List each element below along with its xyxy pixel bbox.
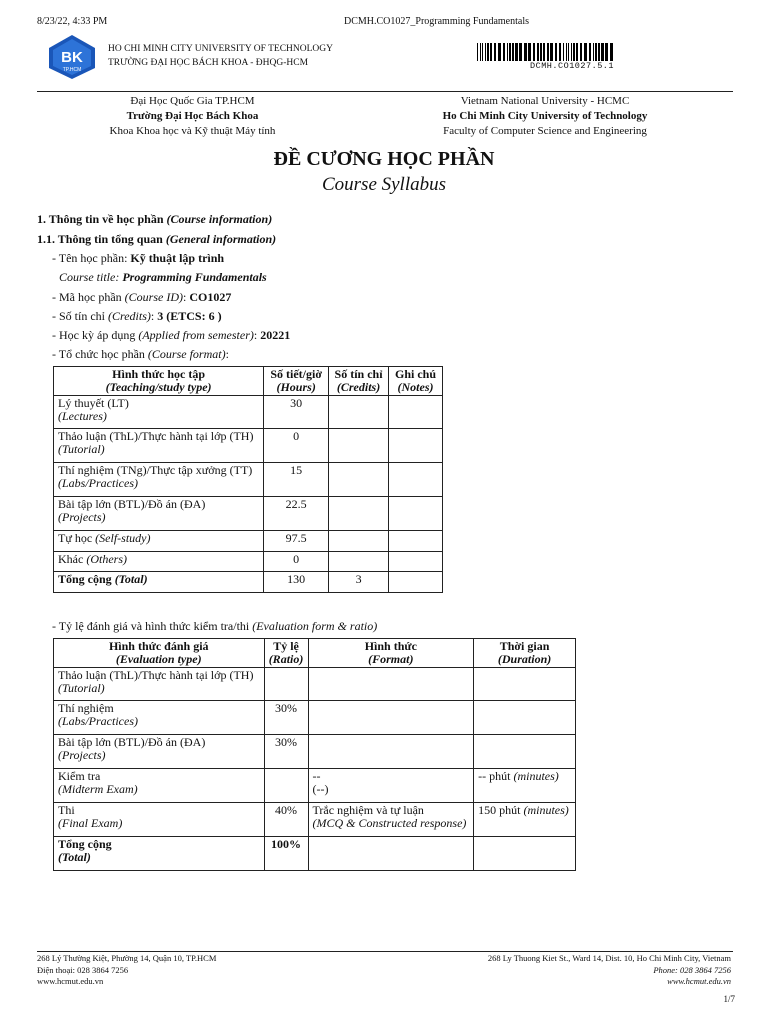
print-timestamp: 8/23/22, 4:33 PM <box>37 16 108 27</box>
org-vi-line2: Trường Đại Học Bách Khoa <box>126 110 259 122</box>
course-name-line: - Tên học phần: Kỹ thuật lập trình <box>52 251 225 265</box>
footer-en <box>488 953 731 988</box>
footer-rule <box>37 951 733 952</box>
header-rule <box>37 91 733 92</box>
barcode-bar <box>482 43 483 61</box>
table-row: Thí nghiệm (Labs/Practices) 30% <box>54 701 576 735</box>
footer-website-en[interactable]: www.hcmut.edu.vn <box>667 976 731 986</box>
table-row: Tự học (Self-study) 97.5 <box>54 531 443 552</box>
evaluation-table <box>53 638 576 871</box>
org-en-line1: Vietnam National University - HCMC <box>460 95 630 107</box>
footer-vi <box>37 953 216 988</box>
semester-line: - Học kỳ áp dụng (Applied from semester): 20221 <box>52 328 291 342</box>
header-format: Hình thức (Format) <box>308 639 474 668</box>
page-number: 1/7 <box>723 994 735 1004</box>
table-row: Thảo luận (ThL)/Thực hành tại lớp (TH) (Tutorial) 0 <box>54 429 443 463</box>
barcode-bar <box>584 43 587 61</box>
barcode-bar <box>605 43 608 61</box>
title-vi: ĐỀ CƯƠNG HỌC PHẦN <box>273 148 495 170</box>
logo-subtext: TP.HCM <box>62 67 82 73</box>
footer-address-en: 268 Ly Thuong Kiet St., Ward 14, Dist. 10, Ho Chi Minh City, Vietnam <box>487 953 731 963</box>
course-title-line: Course title: Programming Fundamentals <box>59 270 267 284</box>
logo-text: BK <box>61 49 83 66</box>
barcode-bar <box>503 43 505 61</box>
university-logo <box>47 34 97 80</box>
barcode-bar <box>507 43 508 61</box>
header-study-type: Hình thức học tập (Teaching/study type) <box>54 367 264 396</box>
barcode-bar <box>543 43 545 61</box>
university-name-vi: TRƯỜNG ĐẠI HỌC BÁCH KHOA - ĐHQG-HCM <box>108 58 309 68</box>
credits-line: - Số tín chỉ (Credits): 3 (ETCS: 6 ) <box>52 309 222 323</box>
barcode-bar <box>498 43 501 61</box>
barcode <box>477 43 614 61</box>
footer-phone-en: Phone: 028 3864 7256 <box>653 964 731 975</box>
barcode-bar <box>512 43 514 61</box>
barcode-bar <box>593 43 594 61</box>
table-row: Thí nghiệm (TNg)/Thực tập xưởng (TT) (Labs/Practices) 15 <box>54 463 443 497</box>
table-row: Thi (Final Exam) 40% Trắc nghiệm và tự luận (MCQ & Constructed response) 150 phút (minutes) <box>54 803 576 837</box>
barcode-text: DCMH.CO1027.5.1 <box>530 61 615 71</box>
barcode-bar <box>571 43 572 61</box>
table-row: Khác (Others) 0 <box>54 552 443 572</box>
org-en-line2: Ho Chi Minh City University of Technology <box>442 110 648 122</box>
barcode-bar <box>519 43 522 61</box>
barcode-bar <box>598 43 600 61</box>
barcode-bar <box>568 43 569 61</box>
table-row: Bài tập lớn (BTL)/Đồ án (ĐA) (Projects) 22.5 <box>54 497 443 531</box>
barcode-bar <box>563 43 564 61</box>
barcode-bar <box>515 43 518 61</box>
university-name-en: HO CHI MINH CITY UNIVERSITY OF TECHNOLOGY <box>108 44 333 54</box>
org-vi-line3: Khoa Khoa học và Kỹ thuật Máy tính <box>109 125 276 137</box>
barcode-bar <box>610 43 613 61</box>
org-en-line3: Faculty of Computer Science and Engineering <box>443 125 647 137</box>
table-header-row <box>54 639 576 668</box>
footer-phone-vi: Điện thoại: 028 3864 7256 <box>37 964 129 975</box>
table-row: Kiểm tra (Midterm Exam) -- (--) -- phút (minutes) <box>54 769 576 803</box>
barcode-bar <box>576 43 578 61</box>
barcode-bar <box>537 43 539 61</box>
barcode-bar <box>533 43 535 61</box>
barcode-bar <box>555 43 557 61</box>
barcode-bar <box>524 43 527 61</box>
table-header-row <box>54 367 443 396</box>
barcode-bar <box>540 43 542 61</box>
evaluation-intro: - Tỷ lệ đánh giá và hình thức kiểm tra/thi (Evaluation form & ratio) <box>52 619 378 633</box>
barcode-bar <box>559 43 561 61</box>
section1-heading: 1. Thông tin về học phần (Course information) <box>37 212 273 226</box>
table-row: Lý thuyết (LT) (Lectures) 30 <box>54 396 443 429</box>
barcode-bar <box>480 43 481 61</box>
barcode-bar <box>595 43 597 61</box>
table-row: Thảo luận (ThL)/Thực hành tại lớp (TH) (Tutorial) <box>54 668 576 701</box>
barcode-bar <box>477 43 478 61</box>
header-notes: Ghi chú (Notes) <box>389 367 443 396</box>
course-id-line: - Mã học phần (Course ID): CO1027 <box>52 290 232 304</box>
header-hours: Số tiết/giờ (Hours) <box>264 367 329 396</box>
barcode-bar <box>547 43 549 61</box>
barcode-bar <box>573 43 575 61</box>
header-duration: Thời gian (Duration) <box>474 639 576 668</box>
barcode-bar <box>494 43 496 61</box>
table-row: Bài tập lớn (BTL)/Đồ án (ĐA) (Projects) 30% <box>54 735 576 769</box>
barcode-bar <box>509 43 511 61</box>
org-block-en <box>425 94 665 139</box>
barcode-bar <box>580 43 582 61</box>
table-total-row: Tổng cộng (Total) 130 3 <box>54 572 443 593</box>
barcode-bar <box>601 43 604 61</box>
print-doc-title: DCMH.CO1027_Programming Fundamentals <box>344 16 529 27</box>
barcode-bar <box>487 43 489 61</box>
barcode-bar <box>589 43 591 61</box>
format-line: - Tổ chức học phần (Course format): <box>52 347 229 361</box>
barcode-bar <box>485 43 486 61</box>
title-en: Course Syllabus <box>321 174 447 195</box>
barcode-bar <box>566 43 567 61</box>
header-eval-type: Hình thức đánh giá (Evaluation type) <box>54 639 265 668</box>
footer-website-vi[interactable]: www.hcmut.edu.vn <box>37 976 104 986</box>
barcode-bar <box>528 43 531 61</box>
barcode-bar <box>490 43 492 61</box>
university-name-block <box>108 42 333 70</box>
org-block-vi <box>100 94 285 139</box>
table-total-row: Tổng cộng (Total) 100% <box>54 837 576 871</box>
org-vi-line1: Đại Học Quốc Gia TP.HCM <box>130 95 255 107</box>
barcode-bar <box>550 43 553 61</box>
header-credits: Số tín chỉ (Credits) <box>329 367 389 396</box>
section1-1-heading: 1.1. Thông tin tổng quan (General information) <box>37 232 277 246</box>
footer-address-vi: 268 Lý Thường Kiệt, Phường 14, Quận 10, TP.HCM <box>37 953 217 963</box>
header-ratio: Tỷ lệ (Ratio) <box>264 639 308 668</box>
course-format-table <box>53 366 443 593</box>
